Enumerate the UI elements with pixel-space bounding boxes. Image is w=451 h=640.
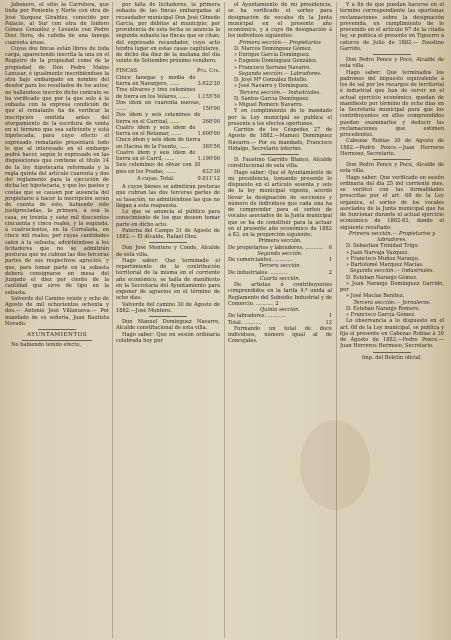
- paragraph: Hago saber: Que terminado el repartimiento de la contribución territorial de la misma en el corriente año económico, se halla de manifiesto en la Secretaria del Ayuntamiento para exponer de agravios en el término de ocho días.: [116, 257, 220, 302]
- column-rule: [112, 2, 113, 638]
- paragraph: Valverde del Camino veinte y ocho de Agosto de mil ochocientos ochenta y dos.— Antonio José Villanueva.— Por mandado de su señoría, Juan Bautista Novado.: [5, 295, 109, 327]
- tally-label: De propietarios y labradores. ...........: [228, 244, 324, 251]
- section-heading: AYUNTAMIENTOS: [26, 332, 88, 338]
- ledger-amount: 365'56: [202, 143, 220, 150]
- centered-line: Primera sección.— Propietarios y labradores.: [348, 230, 436, 243]
- ledger-amount: 1.190'00: [197, 156, 220, 162]
- tally-label: De labradores. ...........: [228, 313, 286, 320]
- ledger-item: Cuatro ídem y seis ídem de tierra en el Carril, ......: [116, 149, 196, 162]
- centered-line: Quinta sección.: [260, 307, 300, 313]
- centered-line: Imp. del Boletín oficial.: [361, 354, 423, 361]
- ledger-row: [116, 112, 220, 125]
- paragraph: » Eugenio Domínguez González.: [234, 58, 318, 65]
- column-1: [5, 2, 109, 638]
- paragraph: Formando un total de doce individuos, número igual al de Concejales.: [228, 325, 332, 345]
- column-2-body: [116, 184, 220, 344]
- heading-underline: [22, 340, 92, 341]
- paragraph: Don Pedro Ponce y Poce, Alcalde de esta villa.: [340, 162, 444, 175]
- separator-rule: [261, 154, 299, 155]
- paragraph: » Enrique García Domínguez.: [234, 52, 311, 58]
- paragraph: » Miguel Romero Navarro.: [234, 102, 304, 108]
- ledger-item: Seis celemines de olivar con 30 pies en los Pradas, ......: [116, 162, 201, 175]
- column-4: [340, 2, 444, 638]
- paragraph: Hago saber: Que verificado en sesión ordinaria del día 25 del corriente mes, se verificó con las formalidades prescritas por el art. 68 de la Ley orgánica, el sorteo de los vocales asociados de la Junta municipal que ha de funcionar durante el actual ejercicio económico de 1882-83, dando el siguiente resultado:: [340, 174, 444, 231]
- paragraph: Y en cumplimiento de lo mandado por la Ley municipal se publica el presente á los efectos oportunos.: [228, 108, 332, 127]
- paragraph: » Francisco Serrano Navarro.: [234, 64, 311, 71]
- paragraph: » Francisco Muñoz Naranjo.: [346, 255, 420, 262]
- separator-rule: [373, 352, 411, 353]
- ledger-total-label: A cuyas. Total.: [136, 175, 175, 182]
- paragraph: Lo observancia á lo dispuesto en el art. 68 de la Ley municipal, se publica y fija el presente en Cabezas Rubias á 30 de Agosto de 1882.—Pedro Ponce.—Juan Herreros Hermoso, Secretario.: [340, 318, 444, 350]
- ledger-row: [116, 162, 220, 175]
- separator-rule: [38, 329, 76, 330]
- paragraph: Don José Montero y Conde, Alcalde de esta villa.: [116, 245, 220, 258]
- ledger-amount: 1.600'00: [197, 131, 220, 137]
- tally-row: [228, 245, 332, 251]
- ledger-item: Cuatro ídem y seis ídem de tierra en el Retamar, ......: [116, 124, 196, 137]
- paragraph: No habiendo tenido efecto,: [11, 342, 82, 349]
- column-rule: [336, 2, 337, 638]
- centered-line: Tercera sección.— Jornaleros.: [353, 299, 431, 306]
- ledger-head-left: FINCAS: [116, 67, 138, 74]
- centered-line: Primera sección.— Propietarios: [239, 39, 321, 46]
- centered-line: Tercera sección.: [258, 263, 302, 270]
- paragraph: Y á fin de que puedan hacerse en el término correspondiente las oportunas reclamaciones sobre la designación prevenida, en cumplimiento de lo prevenido en el artículo 67 de la citada ley, se publica el presente en Tiguerro á catorce de Julio de 1882.— Faustino Garrido.: [340, 2, 444, 52]
- paragraph: » Francisco García Gómez.: [346, 312, 416, 318]
- tally-value: 6: [328, 244, 332, 251]
- centered-line: Segunda sección.— Industriales.: [349, 268, 435, 275]
- paragraph: D. Marcos Domínguez Gómez.: [234, 45, 313, 52]
- tally-label: De comerciantes. ...........: [228, 257, 293, 263]
- tally-value: 1: [328, 257, 332, 263]
- paragraph: Don Manuel Dominguez Navarro, Alcalde constitucional de esta villa.: [116, 319, 220, 332]
- ledger-row: [116, 100, 220, 113]
- ledger-item: Cinco ídem y seis ídem de tierra en Hacina de la Fuente, ......: [116, 137, 201, 150]
- ledger-item: Dos ídem en cuarenta nuevas, ......: [116, 99, 201, 112]
- tally-value: 12: [325, 319, 332, 326]
- ledger-item: Tres olivares y tres celemines de tierra en los Volares, ......: [116, 87, 196, 100]
- paragraph: Cuyas dos fincas están libres de toda carga, apareciendo inscrita la una en el Registro de la propiedad como de la propiedad de Don Pedro Matos Lanusar, é igualmente inscribiéndose la otra bajo embargado en nombre del deudor para los resultados de los autos; no hallándose inscrito dicho contrato se ha verificado que por la que solo á la subasta con la expresa condición de que el rematante ha de verificar la inscripción omitida antes del otorgamiento de la escritura de venta en el término que sea suficiente y está hipotecada; para cuyo efecto el expresado rematante presentará todo lo que al interesado en el embargo podrá hacer, según lo expresado en las disposiciones que contiene el título 14 de la ley hipotecaria reformada y la regla quinta del artículo cuarenta y dos del reglamento para la ejecución de dicha ley hipotecaria, y que los gastos y costas que se causen por ausencia del propietario á hacer la inscripción serán de cuenta de éste, habiendo sido justipreciadas, la primera, á esa la casa, en treinta y siete mil doscientos cincuenta y cinco reales, y la segunda, á cuatrocientos, en la Corralada, en cinco mil reales; por cuyas cantidades salen á la subasta; advirtiéndose á los licitadores que no se admitirán posturas que no cubran las dos terceras partes de sus respectivos aprecios, y que, para tomar parte en la subasta deberá consignarse en mesa del Juzgado el diez por ciento de la cantidad que sirve de tipo en la subasta.: [5, 45, 109, 296]
- paragraph: D. Sebastian Trinidad Trigo.: [346, 243, 420, 250]
- ledger-item: Dos ídem y seis celemines de tierra en el Carrizal, ......: [116, 112, 201, 125]
- paragraph: Valverde del camino 30 de Agosto de 1882.—José Montero.: [116, 301, 220, 314]
- column-rule: [224, 2, 225, 638]
- centered-line: Tercera sección.— Industriales.: [239, 89, 321, 96]
- separator-rule: [149, 316, 187, 317]
- paragraph: Cabezas Rubias 30 de Agosto de 1882.—Pedro Ponce.—Juan Herreros Hermoso, Secretario.: [340, 138, 444, 157]
- column-2-intro: [116, 2, 220, 65]
- ledger-total-value: 9.011'12: [197, 175, 220, 182]
- centered-line: Primera sección.: [258, 238, 302, 245]
- ledger-row: [116, 75, 220, 88]
- paragraph: Don Pedro Ponce y Poce, Alcalde de esta villa.: [340, 57, 444, 70]
- tally-value: 1: [328, 313, 332, 320]
- paragraph: Jabonero, el sitio la Carretera, que linda por Poniente y Norte con otra de José Vazquez Giraldes, conocido por Palacio, al Sur con otra de Isidoro Gómez González y Levante con Pedro Diez Nora, de cabida de una fanega cuarenta áreas.: [5, 2, 109, 46]
- tally-value: 2: [328, 269, 332, 276]
- separator-rule: [373, 54, 411, 55]
- paragraph: D. Santos García Domínguez.: [234, 95, 310, 102]
- ledger-row: [116, 137, 220, 150]
- ledger-item: Cinco fanegas y media de tierra en Naranjero, ......: [116, 74, 196, 87]
- paragraph: De artistas ó contribuyentes comprendidos en la tarifa 4.ª unida al Reglamento del Subsidio Industrial y de Comercio. ........... 2: [228, 282, 332, 307]
- ledger-amount: 633'30: [202, 168, 220, 175]
- paragraph: A cuyos bienes se admitirán posturas que cubran las dos terceras partes de su tasación, no admitiéndose las que no llegan á esta reapuesta.: [116, 184, 220, 209]
- paragraph: D. Esteban Naranjo Gómez.: [346, 274, 418, 281]
- tally-row: [228, 270, 332, 276]
- paragraph: » Juan Naranjo Dominguez Garrido, por: [340, 280, 444, 293]
- separator-rule: [149, 242, 187, 243]
- paragraph: » José Macías Benitez.: [346, 293, 405, 300]
- tally-label: De industriales. ...........: [228, 269, 289, 276]
- tally-label: Total. ...........: [228, 319, 262, 326]
- paragraph: D. Faustino Garrido Blanco, Alcalde constitucional de esta villa.: [228, 157, 332, 170]
- ledger-row: [116, 125, 220, 138]
- column-2: [116, 2, 220, 638]
- paragraph: D. José Mª González Botello.: [234, 77, 308, 83]
- ledger-header: [116, 68, 220, 74]
- paragraph: Hago saber: Que en sesión ordinaria celebrada hoy por: [116, 331, 220, 344]
- column-3: [228, 2, 332, 638]
- ledger-head-right: Pts. Cts.: [197, 67, 220, 74]
- paragraph: Hago saber: Que terminados los padrones del impuesto equivalente á los de sal por los recargos de territorial é industrial que han de servir en el actual ejercicio económico, quedan de manifiesto por término de ocho días en la Secretaria municipal para que los contribuyentes en ellos comprendidos puedan examinarlos y deducir las reclamaciones que estimen procedentes.: [340, 69, 444, 138]
- paragraph: Carrión de los Céspedes 27 de Agosto de 1882.—Manuel Dominguez Navarro.— Por su mandado, Francisco Hidalgo, Secretario interino.: [228, 127, 332, 152]
- paragraph: D. Esteban Naranjo Romero.: [346, 305, 421, 312]
- paragraph: » Juan Narvaja Vazquez.: [346, 249, 409, 256]
- ledger-total: [116, 176, 220, 182]
- paragraph: Lo que se anuncia al público para conocimiento de los que deseen tomar parte en dicho acto.: [116, 209, 220, 228]
- separator-rule: [373, 159, 411, 160]
- paragraph: » José Navarro y Domínguez.: [234, 83, 310, 90]
- ledger-amount: 268'00: [202, 118, 220, 125]
- ledger: [116, 68, 220, 183]
- centered-line: Segunda sección.— Labradores.: [238, 70, 322, 77]
- ledger-amount: 150'00: [202, 106, 220, 112]
- tally-row: [228, 320, 332, 326]
- ledger-amount: 1.155'50: [197, 93, 220, 100]
- ledger-row: [116, 87, 220, 100]
- paragraph: el Ayuntamiento de mi presidencia, se ha verificado el sorteo para designación de vocales de la Junta municipal en el presente año económico, y á cuyo fin designación á los individuos siguientes:: [228, 2, 332, 40]
- centered-line: Cuarta sección.: [259, 275, 301, 282]
- centered-line: Segunda sección.: [257, 250, 303, 257]
- ledger-amount: 3.622'20: [197, 81, 220, 87]
- paragraph: por falta de licitadores, la primera subasta de las fincas embargadas al recaudador municipal Don José Olmedo Garcia, por débitos al municipio; por providencia de esta fecha se anuncia la segunda subasta las fincas que se citan; del expresado recaudador, cuyo acto tendrá lugar en estas casas capitulares, de dicho día diez de la mañana del día veinte de Setiembre próximo venidero.: [116, 2, 220, 65]
- paragraph: Hago saber: Que el Ayuntamiento de mi presidencia, tomando presente lo dispuesto en el artículo sesenta y seis de la ley municipal vigente, acordó llevar la designación de secciones y número de individuos que cada una ha de comprender para el sorteo de vocales asociados de la Junta municipal que se ha de constituir para la actuar en el presente año económico de 1882 á 83, en la proporción siguiente:: [228, 169, 332, 238]
- ledger-row: [116, 150, 220, 163]
- paragraph: » Bartolomé Marquez Macías.: [346, 262, 424, 268]
- ledger-rows: [116, 75, 220, 175]
- paragraph: Paterna del Campo 31 de Agosto de 1882.— El Alcalde, Rafael Diez.: [116, 227, 220, 240]
